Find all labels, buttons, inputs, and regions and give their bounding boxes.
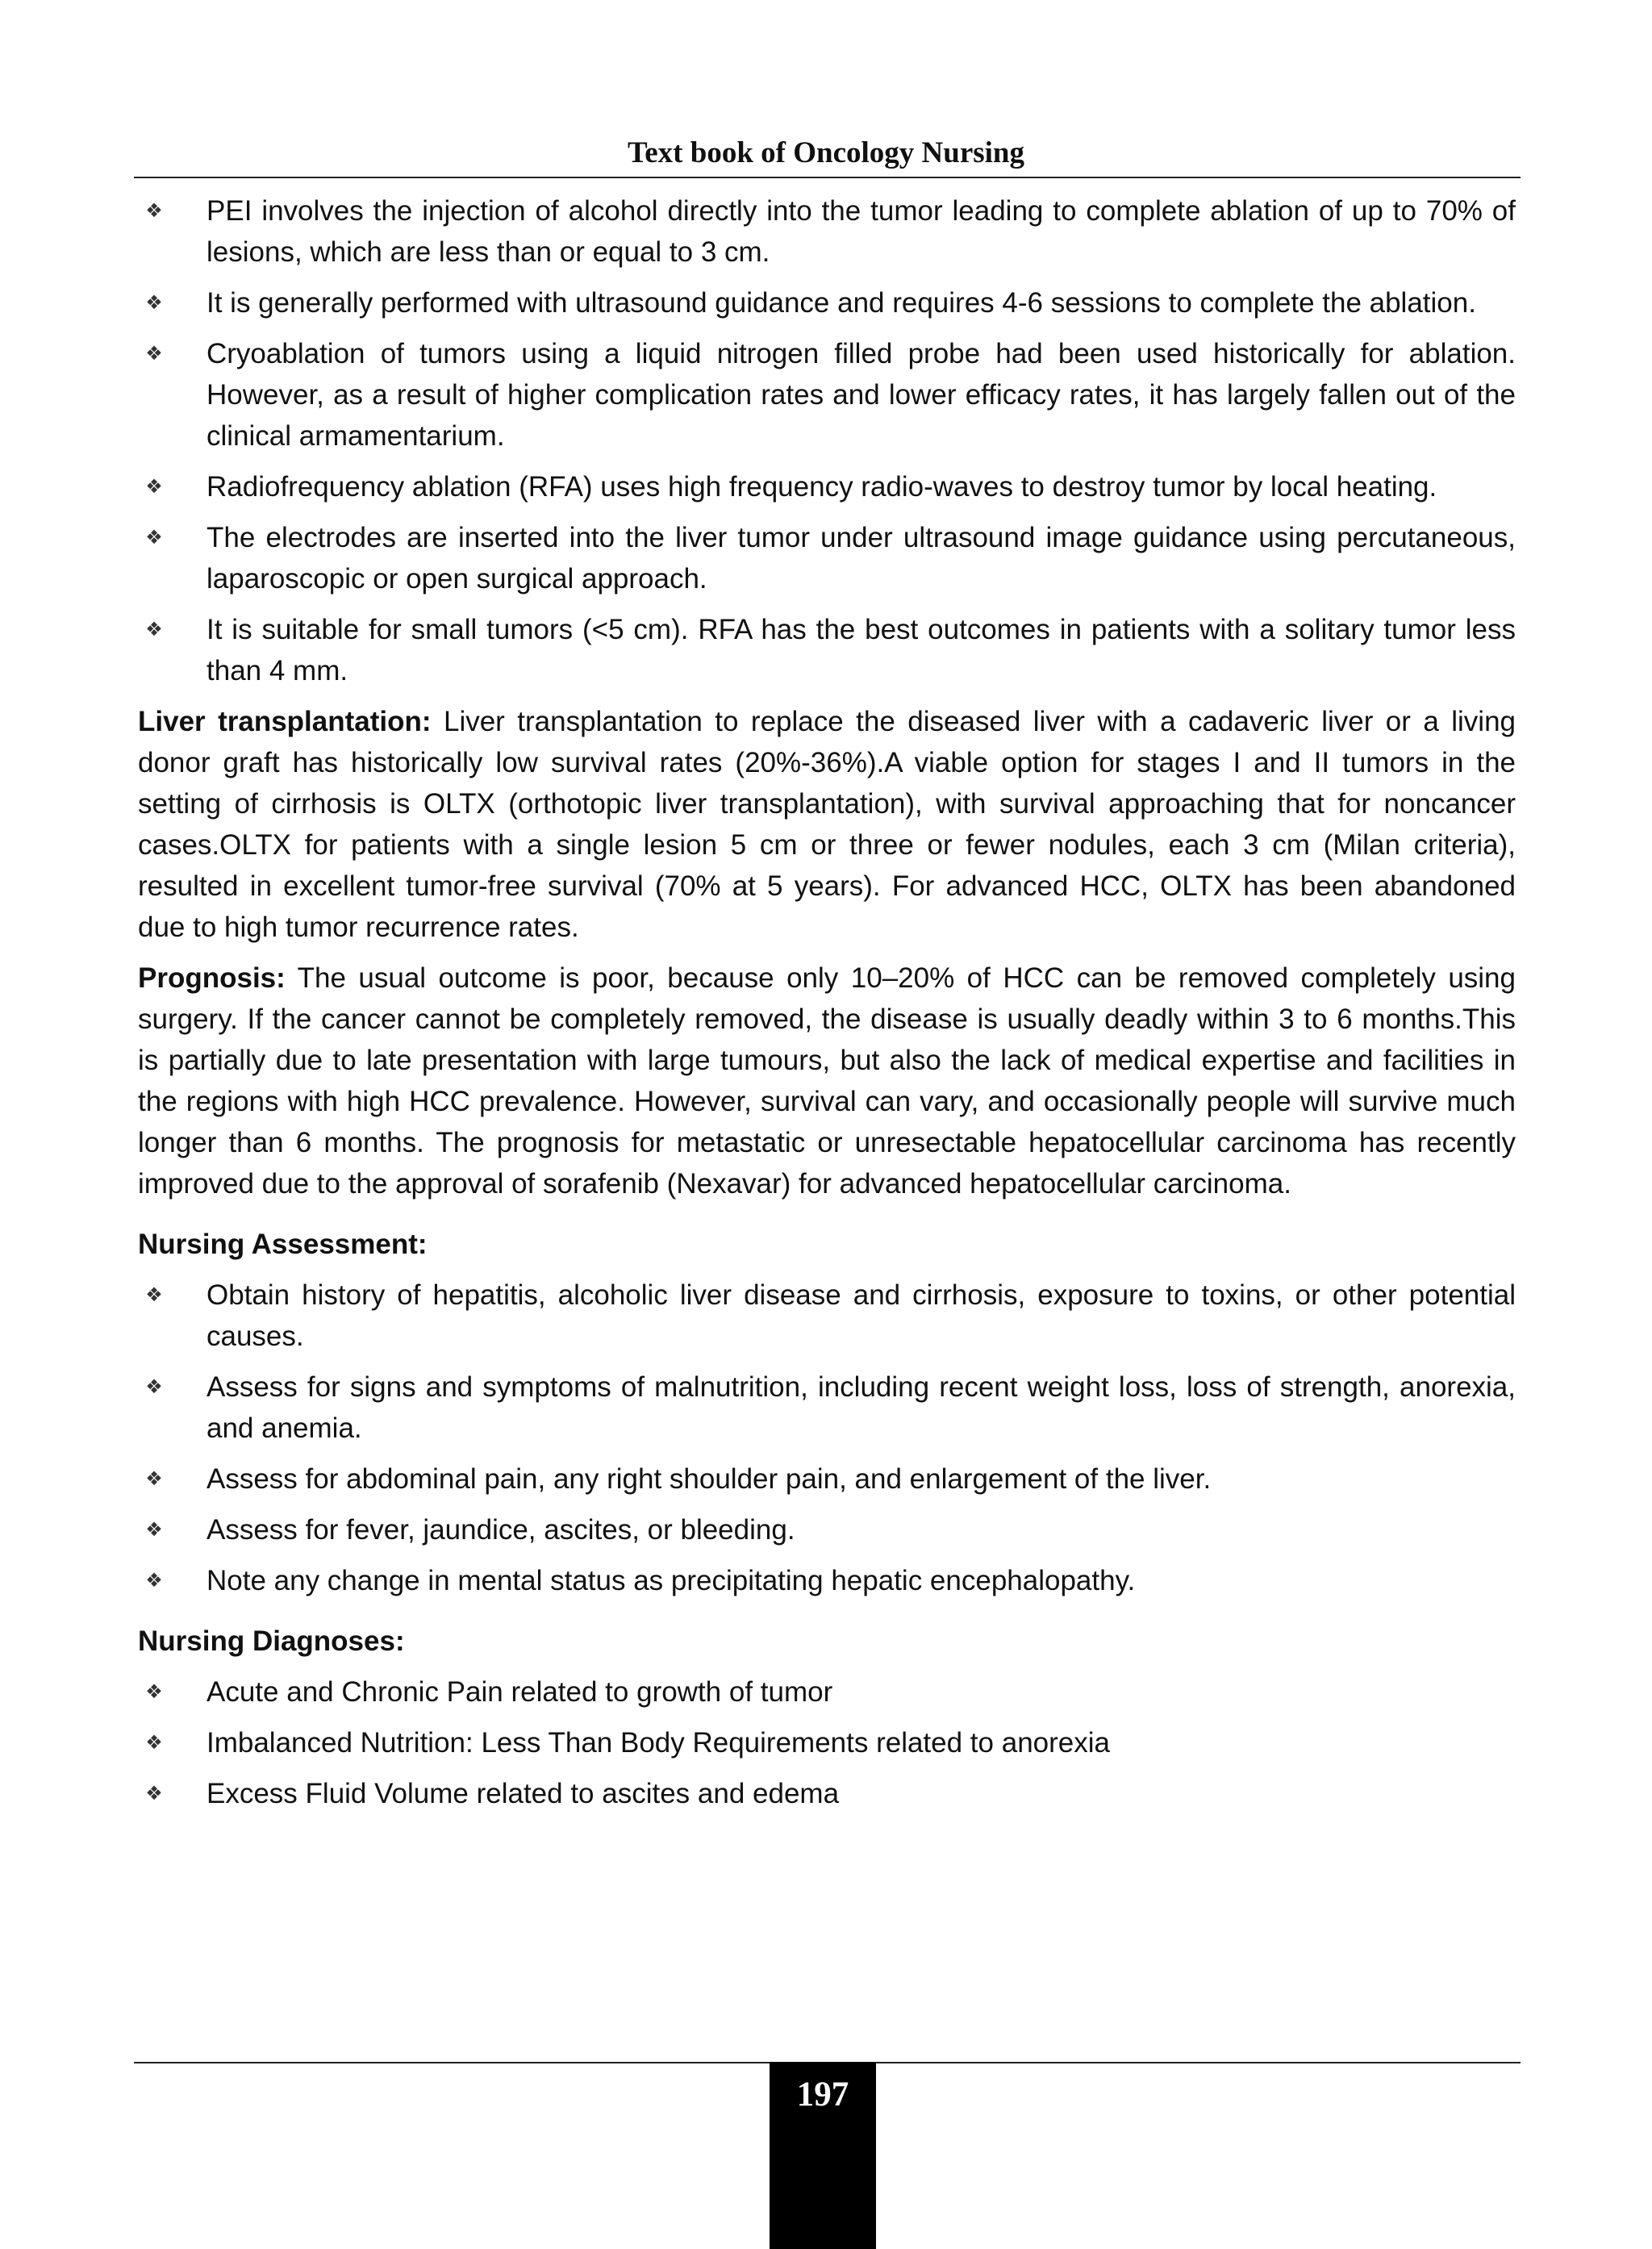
diamond-dots-icon: ❖ <box>145 200 163 222</box>
list-item-text: Note any change in mental status as precipitating hepatic encephalopathy. <box>206 1565 1136 1596</box>
diamond-dots-icon: ❖ <box>145 527 163 549</box>
diamond-dots-icon: ❖ <box>145 1570 163 1592</box>
diamond-dots-icon: ❖ <box>145 343 163 365</box>
header-divider <box>134 177 1521 178</box>
nursing-diagnoses-list <box>138 1671 1516 1814</box>
list-item <box>138 609 1516 691</box>
diamond-dots-icon: ❖ <box>145 292 163 314</box>
running-header: Text book of Oncology Nursing <box>627 136 1025 169</box>
list-item <box>138 1722 1516 1763</box>
list-item-text: The electrodes are inserted into the liver tumor under ultrasound image guidance using percutaneous, laparoscopic or open surgical approach. <box>206 522 1516 595</box>
list-item-text: Assess for signs and symptoms of malnutrition, including recent weight loss, loss of strength, anorexia, and anemia. <box>206 1371 1516 1444</box>
list-item <box>138 1560 1516 1601</box>
diamond-dots-icon: ❖ <box>145 1732 163 1754</box>
diamond-dots-icon: ❖ <box>145 1284 163 1306</box>
list-item-text: Assess for abdominal pain, any right shoulder pain, and enlargement of the liver. <box>206 1463 1212 1495</box>
nursing-assessment-heading: Nursing Assessment: <box>138 1229 428 1260</box>
page-content <box>138 190 1516 1824</box>
list-item <box>138 1367 1516 1449</box>
nursing-assessment-list <box>138 1275 1516 1601</box>
prognosis-text: The usual outcome is poor, because only 10–20% of HCC can be removed completely using surgery. If the cancer cannot be completely removed, the disease is usually deadly within 3 to 6 months.This is partially due to late presentation with large tumours, but also the lack of medical expertise and facilities in the regions with high HCC prevalence. However, survival can vary, and occasionally people will survive much longer than 6 months. The prognosis for metastatic or unresectable hepatocellular carcinoma has recently improved due to the approval of sorafenib (Nexavar) for advanced hepatocellular carcinoma. <box>138 962 1516 1200</box>
diamond-dots-icon: ❖ <box>145 1681 163 1703</box>
list-item <box>138 517 1516 599</box>
list-item <box>138 333 1516 457</box>
diamond-dots-icon: ❖ <box>145 476 163 498</box>
nursing-diagnoses-heading: Nursing Diagnoses: <box>138 1625 405 1657</box>
list-item <box>138 282 1516 323</box>
diamond-dots-icon: ❖ <box>145 619 163 640</box>
list-item-text: PEI involves the injection of alcohol directly into the tumor leading to complete ablation of up to 70% of lesions, which are less than or equal to 3 cm. <box>206 195 1516 268</box>
list-item-text: It is suitable for small tumors (<5 cm). RFA has the best outcomes in patients with a solitary tumor less than 4 mm. <box>206 614 1516 686</box>
list-item <box>138 1458 1516 1500</box>
list-item-text: It is generally performed with ultrasound guidance and requires 4-6 sessions to complete the ablation. <box>206 287 1476 319</box>
page-number: 197 <box>770 2062 876 2249</box>
list-item <box>138 1671 1516 1713</box>
list-item-text: Obtain history of hepatitis, alcoholic liver disease and cirrhosis, exposure to toxins, or other potential causes. <box>206 1279 1516 1352</box>
list-item-text: Cryoablation of tumors using a liquid nitrogen filled probe had been used historically for ablation. However, as a result of higher complication rates and lower efficacy rates, it has largely fallen out of the clinical armamentarium. <box>206 338 1516 452</box>
prognosis-paragraph <box>138 958 1516 1204</box>
list-item <box>138 1773 1516 1814</box>
liver-transplantation-heading: Liver transplantation: <box>138 706 432 737</box>
list-item <box>138 1275 1516 1357</box>
list-item <box>138 466 1516 507</box>
list-item <box>138 1509 1516 1550</box>
list-item <box>138 190 1516 273</box>
list-item-text: Acute and Chronic Pain related to growth of tumor <box>206 1676 833 1708</box>
diamond-dots-icon: ❖ <box>145 1468 163 1490</box>
diamond-dots-icon: ❖ <box>145 1519 163 1541</box>
liver-transplantation-text: Liver transplantation to replace the diseased liver with a cadaveric liver or a living donor graft has historically low survival rates (20%-36%).A viable option for stages I and II tumors in the setting of cirrhosis is OLTX (orthotopic liver transplantation), with survival approaching that for noncancer cases.OLTX for patients with a single lesion 5 cm or three or fewer nodules, each 3 cm (Milan criteria), resulted in excellent tumor-free survival (70% at 5 years). For advanced HCC, OLTX has been abandoned due to high tumor recurrence rates. <box>138 706 1516 943</box>
list-item-text: Excess Fluid Volume related to ascites and edema <box>206 1778 840 1809</box>
list-item-text: Radiofrequency ablation (RFA) uses high frequency radio-waves to destroy tumor by local heating. <box>206 471 1437 503</box>
liver-transplantation-paragraph <box>138 701 1516 948</box>
ablation-bullet-list <box>138 190 1516 691</box>
list-item-text: Assess for fever, jaundice, ascites, or bleeding. <box>206 1514 795 1546</box>
prognosis-heading: Prognosis: <box>138 962 286 994</box>
diamond-dots-icon: ❖ <box>145 1783 163 1805</box>
diamond-dots-icon: ❖ <box>145 1376 163 1398</box>
list-item-text: Imbalanced Nutrition: Less Than Body Requirements related to anorexia <box>206 1727 1110 1759</box>
